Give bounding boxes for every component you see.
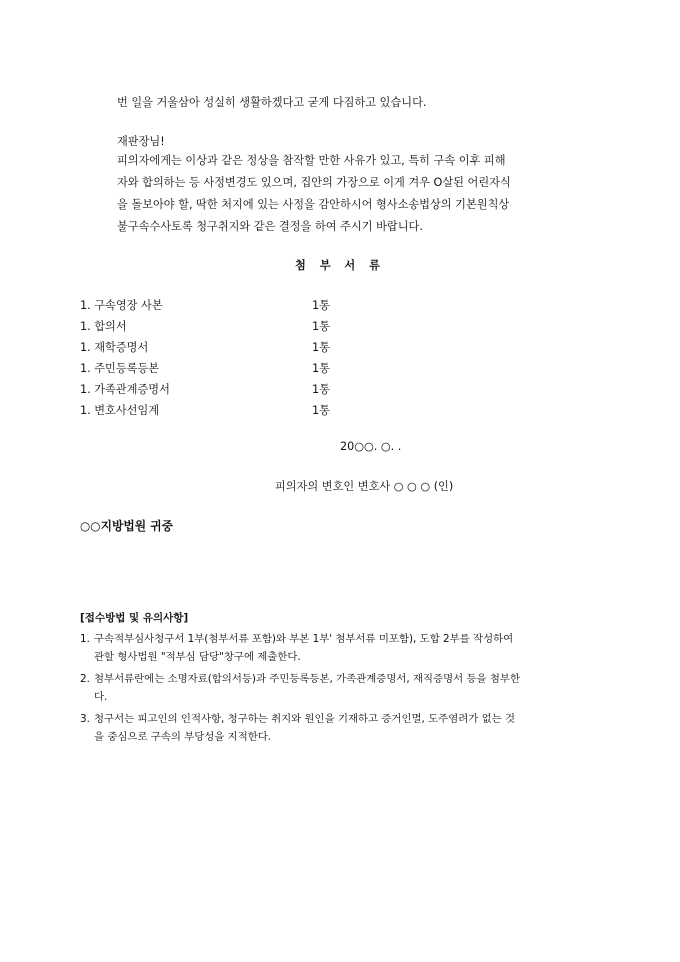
attachment-count: 1통 [312,404,330,417]
attachment-name: 1. 재학증명서 [80,341,149,354]
note-line: 첨부서류란에는 소명자료(합의서등)과 주민등록등본, 가족관계증명서, 재직증명서 등을 첨부한 [94,673,520,685]
attachment-count: 1통 [312,383,330,396]
document-date: 20○○. ○. . [340,440,402,453]
attachment-count: 1통 [312,341,330,354]
attachment-count: 1통 [312,320,330,333]
note-line: 다. [94,691,108,703]
note-line: 을 중심으로 구속의 부당성을 지적한다. [94,731,272,743]
court-addressee: ○○지방법원 귀중 [80,519,174,533]
petition-body [117,150,597,238]
body-line: 자와 합의하는 등 사정변경도 있으며, 집안의 가장으로 이게 겨우 O살된 어린자식 [117,176,511,189]
attachment-name: 1. 변호사선임계 [80,404,160,417]
note-item [80,670,605,706]
attachment-count: 1통 [312,299,330,312]
salutation: 재판장님! [117,135,165,148]
attachments-title: 첨 부 서 류 [295,259,385,272]
intro-line: 번 일을 거울삼아 성실히 생활하겠다고 굳게 다짐하고 있습니다. [117,96,427,109]
notes-list [80,630,605,750]
body-line: 불구속수사토록 청구취지와 같은 결정을 하여 주시기 바랍니다. [117,220,423,233]
body-line: 을 돌보아야 할, 딱한 처지에 있는 사정을 감안하시어 형사소송법상의 기본원칙상 [117,198,510,211]
attachment-name: 1. 합의서 [80,320,127,333]
body-line: 피의자에게는 이상과 같은 정상을 참작할 만한 사유가 있고, 특히 구속 이후 피해 [117,154,506,167]
attachment-name: 1. 구속영장 사본 [80,299,163,312]
note-line: 구속적부심사청구서 1부(첨부서류 포함)와 부본 1부' 첨부서류 미포함), 도합 2부를 작성하여 [94,633,514,645]
note-number: 1. [80,633,90,645]
note-item [80,630,605,666]
attachment-name: 1. 주민등록등본 [80,362,160,375]
note-number: 2. [80,673,90,685]
notes-title: [접수방법 및 유의사항] [80,612,189,624]
note-line: 청구서는 피고인의 인적사항, 청구하는 취지와 원인을 기재하고 증거인멸, 도주염려가 없는 것 [94,713,516,725]
attachment-name: 1. 가족관계증명서 [80,383,170,396]
note-line: 관할 형사법원 "적부심 담당"창구에 제출한다. [94,651,301,663]
note-item [80,710,605,746]
attachment-count: 1통 [312,362,330,375]
signer-line: 피의자의 변호인 변호사 ○ ○ ○ (인) [275,480,454,493]
note-number: 3. [80,713,90,725]
